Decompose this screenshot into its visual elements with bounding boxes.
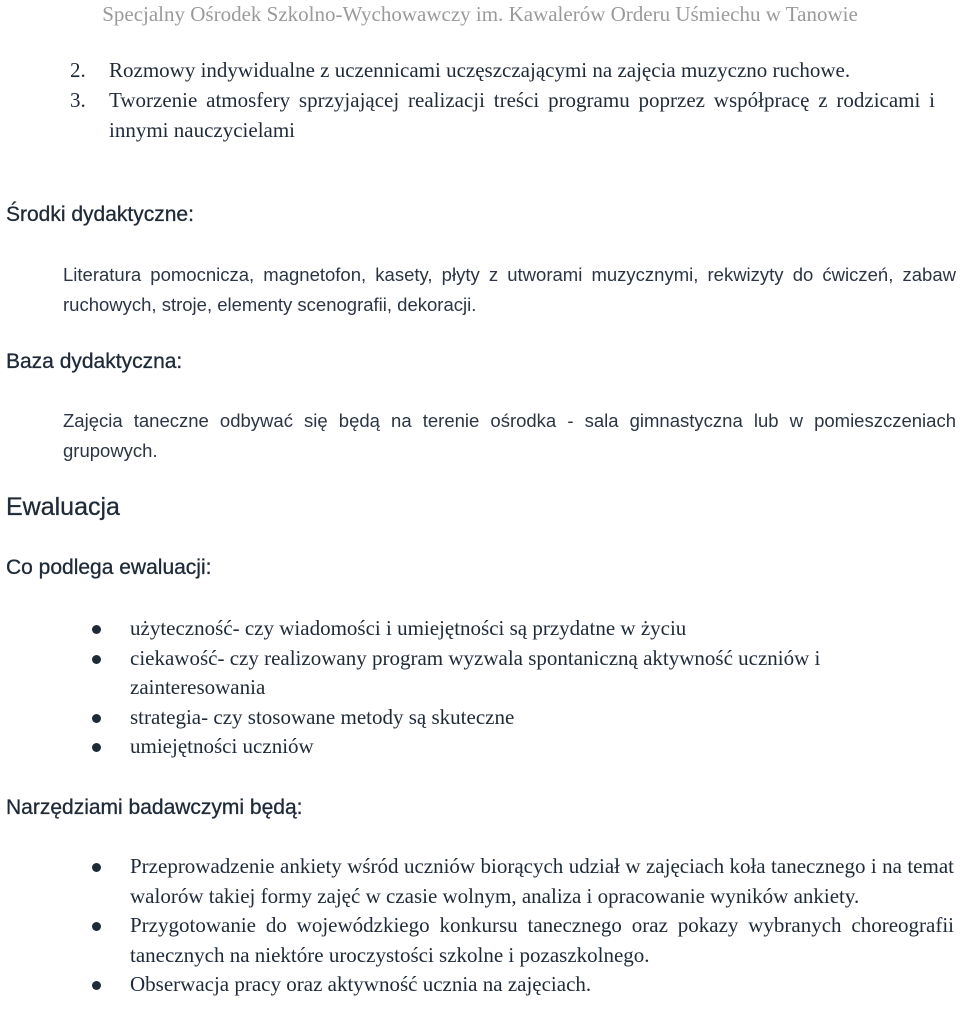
list-item-text: ciekawość- czy realizowany program wyzwala spontaniczną aktywność uczniów i zainteresowania [130,645,821,699]
ewaluacja-subheading: Co podlega ewaluacji: [6,556,212,579]
bullet-icon [92,625,101,634]
baza-text: Zajęcia taneczne odbywać się będą na terenie ośrodka - sala gimnastyczna lub w pomieszczeniach grupowych. [63,410,956,461]
ewaluacja-list [0,614,960,762]
page-header: Specjalny Ośrodek Szkolno-Wychowawczy im. Kawalerów Orderu Uśmiechu w Tanowie [102,2,858,26]
list-item [0,644,960,703]
list-item [0,852,960,911]
srodki-heading: Środki dydaktyczne: [6,203,194,226]
list-item [0,970,960,1000]
list-item-text: umiejętności uczniów [130,734,314,758]
list-item [0,703,960,733]
list-item [0,911,960,970]
list-item [0,55,960,85]
srodki-text: Literatura pomocnicza, magnetofon, kasety, płyty z utworami muzycznymi, rekwizyty do ćwiczeń, zabaw ruchowych, stroje, elementy scenografii, dekoracji. [63,264,956,315]
list-number: 3. [70,88,86,112]
bullet-icon [92,743,101,752]
narzedzia-list [0,852,960,1000]
list-item [0,614,960,644]
list-item-text: strategia- czy stosowane metody są skuteczne [130,704,515,729]
numbered-list [0,55,960,145]
list-item [0,732,960,762]
bullet-icon [92,922,101,931]
list-item [0,85,960,145]
bullet-icon [92,714,101,723]
bullet-icon [92,863,101,872]
list-item-text: Rozmowy indywidualne z uczennicami uczęszczającymi na zajęcia muzyczno ruchowe. [109,58,851,82]
list-item-text: Przeprowadzenie ankiety wśród uczniów biorących udział w zajęciach koła tanecznego i na temat walorów takiej formy zajęć w czasie wolnym, analiza i opracowanie wyników ankiety. [130,854,954,908]
bullet-icon [92,981,101,990]
bullet-icon [92,655,101,664]
list-item-text: Tworzenie atmosfery sprzyjającej realizacji treści programu poprzez współpracę z rodzicami i innymi nauczycielami [109,88,935,142]
narzedzia-heading: Narzędziami badawczymi będą: [6,796,303,819]
list-item-text: Przygotowanie do wojewódzkiego konkursu tanecznego oraz pokazy wybranych choreografii tanecznych na niektóre uroczystości szkolne i pozaszkolnego. [130,913,954,967]
ewaluacja-heading: Ewaluacja [6,493,120,521]
baza-heading: Baza dydaktyczna: [6,350,183,373]
list-item-text: Obserwacja pracy oraz aktywność ucznia na zajęciach. [130,972,592,996]
list-number: 2. [70,58,86,82]
list-item-text: użyteczność- czy wiadomości i umiejętności są przydatne w życiu [130,616,687,640]
